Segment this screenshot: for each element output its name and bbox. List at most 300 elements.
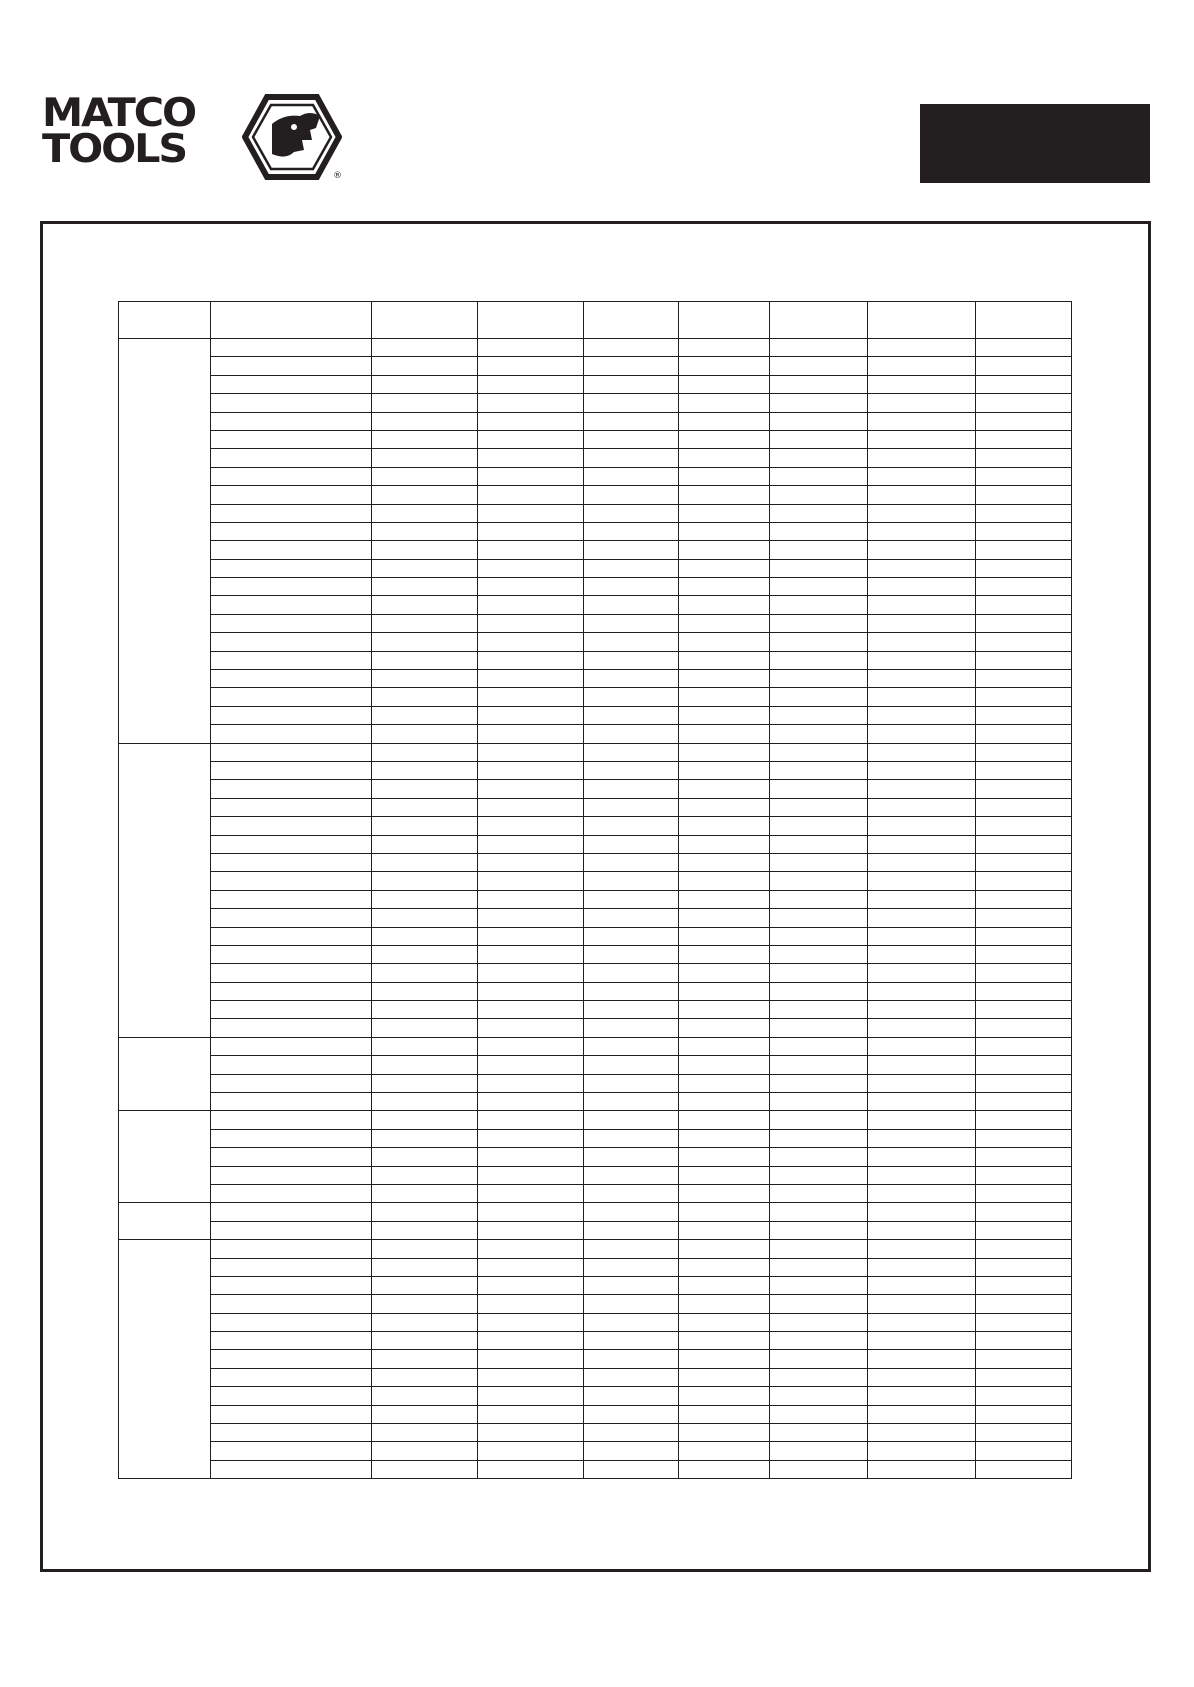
table-cell [478, 761, 584, 779]
table-row [119, 1111, 1072, 1129]
table-cell [679, 853, 770, 871]
table-cell [770, 1166, 868, 1184]
table-cell [770, 394, 868, 412]
table-row [119, 1460, 1072, 1478]
table-row [119, 651, 1072, 669]
table-cell [679, 1332, 770, 1350]
table-row [119, 1368, 1072, 1386]
table-cell [976, 743, 1072, 761]
table-cell [868, 1295, 976, 1313]
table-cell [679, 743, 770, 761]
table-cell [679, 375, 770, 393]
table-cell [372, 688, 478, 706]
table-cell [211, 670, 372, 688]
table-cell [868, 725, 976, 743]
group-label-cell [119, 1111, 211, 1203]
table-cell [478, 853, 584, 871]
table-cell [770, 1460, 868, 1478]
table-cell [868, 1037, 976, 1055]
table-cell [868, 1056, 976, 1074]
table-cell [584, 1221, 679, 1239]
table-cell [679, 578, 770, 596]
table-cell [584, 651, 679, 669]
table-cell [770, 1368, 868, 1386]
table-cell [868, 1350, 976, 1368]
table-cell [584, 817, 679, 835]
table-cell [679, 449, 770, 467]
table-cell [478, 890, 584, 908]
table-cell [211, 467, 372, 485]
table-cell [211, 1148, 372, 1166]
table-cell [868, 651, 976, 669]
table-cell [976, 1424, 1072, 1442]
table-cell [584, 339, 679, 357]
table-cell [584, 375, 679, 393]
table-cell [679, 1037, 770, 1055]
table-cell [372, 357, 478, 375]
table-cell [478, 1258, 584, 1276]
table-cell [211, 927, 372, 945]
table-cell [372, 486, 478, 504]
table-row [119, 467, 1072, 485]
table-row [119, 596, 1072, 614]
table-cell [372, 670, 478, 688]
table-cell [770, 890, 868, 908]
table-cell [478, 1056, 584, 1074]
header-black-box [920, 104, 1150, 183]
table-row [119, 835, 1072, 853]
table-cell [584, 688, 679, 706]
table-cell [211, 835, 372, 853]
table-cell [372, 817, 478, 835]
table-cell [372, 1203, 478, 1221]
table-cell [770, 486, 868, 504]
table-cell [976, 430, 1072, 448]
table-cell [372, 1258, 478, 1276]
table-cell [868, 1093, 976, 1111]
table-cell [211, 1295, 372, 1313]
table-cell [868, 614, 976, 632]
table-row [119, 559, 1072, 577]
table-cell [976, 1001, 1072, 1019]
table-cell [679, 1368, 770, 1386]
table-row [119, 1037, 1072, 1055]
table-cell [584, 1203, 679, 1221]
table-cell [770, 651, 868, 669]
table-cell [584, 1442, 679, 1460]
table-cell [211, 1368, 372, 1386]
table-cell [584, 706, 679, 724]
table-cell [868, 522, 976, 540]
table-cell [584, 1258, 679, 1276]
table-cell [770, 357, 868, 375]
table-row [119, 1184, 1072, 1202]
table-cell [868, 964, 976, 982]
table-cell [584, 1148, 679, 1166]
table-cell [211, 357, 372, 375]
table-row [119, 1001, 1072, 1019]
table-cell [770, 1295, 868, 1313]
table-row [119, 1387, 1072, 1405]
table-cell [584, 633, 679, 651]
table-cell [211, 412, 372, 430]
table-cell [976, 522, 1072, 540]
table-cell [372, 853, 478, 871]
table-cell [372, 1093, 478, 1111]
table-cell [584, 1074, 679, 1092]
table-cell [584, 872, 679, 890]
group-label-cell [119, 743, 211, 1037]
table-cell [372, 909, 478, 927]
table-cell [372, 1111, 478, 1129]
table-cell [868, 375, 976, 393]
table-cell [770, 1111, 868, 1129]
table-cell [868, 633, 976, 651]
table-cell [584, 467, 679, 485]
table-cell [868, 1368, 976, 1386]
table-cell [372, 1332, 478, 1350]
table-row [119, 357, 1072, 375]
table-cell [211, 982, 372, 1000]
table-cell [372, 375, 478, 393]
table-cell [478, 614, 584, 632]
table-cell [868, 1019, 976, 1037]
table-cell [770, 467, 868, 485]
table-cell [679, 964, 770, 982]
table-cell [976, 964, 1072, 982]
table-cell [211, 559, 372, 577]
table-cell [478, 1001, 584, 1019]
table-cell [584, 614, 679, 632]
table-row [119, 927, 1072, 945]
table-cell [478, 559, 584, 577]
table-cell [372, 1074, 478, 1092]
table-row [119, 1240, 1072, 1258]
table-cell [372, 725, 478, 743]
table-cell [679, 1460, 770, 1478]
table-cell [478, 1424, 584, 1442]
table-cell [868, 706, 976, 724]
table-cell [211, 1111, 372, 1129]
table-cell [584, 798, 679, 816]
table-cell [679, 706, 770, 724]
table-cell [868, 578, 976, 596]
table-cell [770, 725, 868, 743]
table-cell [211, 1184, 372, 1202]
table-cell [679, 761, 770, 779]
table-cell [976, 394, 1072, 412]
table-cell [868, 1332, 976, 1350]
table-cell [976, 504, 1072, 522]
table-cell [372, 1148, 478, 1166]
table-cell [770, 964, 868, 982]
table-cell [679, 670, 770, 688]
table-cell [976, 1056, 1072, 1074]
table-row [119, 339, 1072, 357]
table-cell [584, 486, 679, 504]
table-row [119, 1424, 1072, 1442]
table-cell [584, 982, 679, 1000]
table-cell [372, 1037, 478, 1055]
table-cell [478, 486, 584, 504]
table-cell [211, 1313, 372, 1331]
table-cell [679, 982, 770, 1000]
table-cell [976, 761, 1072, 779]
table-cell [976, 1111, 1072, 1129]
table-cell [584, 412, 679, 430]
table-cell [868, 412, 976, 430]
table-cell [211, 1074, 372, 1092]
table-cell [211, 743, 372, 761]
table-cell [868, 559, 976, 577]
table-cell [372, 890, 478, 908]
table-cell [478, 1460, 584, 1478]
table-cell [584, 559, 679, 577]
table-cell [679, 541, 770, 559]
table-cell [868, 761, 976, 779]
table-cell [976, 835, 1072, 853]
table-cell [770, 578, 868, 596]
table-cell [770, 1037, 868, 1055]
table-row [119, 688, 1072, 706]
table-cell [478, 743, 584, 761]
table-cell [372, 1129, 478, 1147]
table-cell [976, 798, 1072, 816]
matco-tools-logo [42, 91, 342, 180]
table-cell [679, 798, 770, 816]
logo-line-2: TOOLS [42, 127, 187, 172]
table-cell [211, 1129, 372, 1147]
table-cell [679, 1203, 770, 1221]
table-cell [478, 780, 584, 798]
table-row [119, 1350, 1072, 1368]
table-cell [478, 449, 584, 467]
table-cell [584, 743, 679, 761]
table-cell [770, 927, 868, 945]
table-cell [976, 1442, 1072, 1460]
table-cell [584, 1019, 679, 1037]
table-cell [976, 1460, 1072, 1478]
table-cell [372, 798, 478, 816]
table-cell [976, 1240, 1072, 1258]
table-cell [679, 780, 770, 798]
table-cell [584, 1037, 679, 1055]
table-cell [770, 1313, 868, 1331]
table-cell [976, 945, 1072, 963]
table-cell [372, 339, 478, 357]
table-cell [770, 688, 868, 706]
table-cell [770, 449, 868, 467]
table-cell [478, 1313, 584, 1331]
table-cell [976, 1350, 1072, 1368]
table-cell [211, 1442, 372, 1460]
table-cell [584, 541, 679, 559]
table-cell [976, 559, 1072, 577]
table-cell [372, 430, 478, 448]
table-cell [868, 1148, 976, 1166]
table-cell [211, 1203, 372, 1221]
table-cell [211, 1332, 372, 1350]
table-cell [868, 670, 976, 688]
table-cell [584, 1313, 679, 1331]
logo-wordmark [42, 91, 242, 178]
table-cell [770, 1203, 868, 1221]
table-cell [478, 504, 584, 522]
table-cell [372, 1240, 478, 1258]
table-cell [679, 614, 770, 632]
table-cell [976, 339, 1072, 357]
table-cell [584, 578, 679, 596]
table-cell [679, 1056, 770, 1074]
table-row [119, 1166, 1072, 1184]
table-cell [868, 1442, 976, 1460]
table-cell [976, 633, 1072, 651]
table-cell [584, 1424, 679, 1442]
table-cell [868, 1405, 976, 1423]
table-cell [584, 449, 679, 467]
table-cell [976, 1368, 1072, 1386]
table-cell [478, 725, 584, 743]
table-row [119, 909, 1072, 927]
table-cell [478, 1350, 584, 1368]
table-cell [372, 394, 478, 412]
table-cell [372, 1442, 478, 1460]
table-cell [868, 1424, 976, 1442]
table-cell [976, 1074, 1072, 1092]
table-cell [679, 412, 770, 430]
table-cell [679, 890, 770, 908]
table-cell [770, 817, 868, 835]
header-cell [478, 302, 584, 339]
header-cell [211, 302, 372, 339]
table-row [119, 1148, 1072, 1166]
table-cell [770, 633, 868, 651]
specification-grid [118, 301, 1072, 1479]
table-cell [584, 394, 679, 412]
table-cell [770, 1442, 868, 1460]
table-cell [478, 1240, 584, 1258]
table-cell [584, 1295, 679, 1313]
table-cell [584, 1166, 679, 1184]
table-cell [211, 449, 372, 467]
table-cell [372, 872, 478, 890]
table-row [119, 1221, 1072, 1239]
table-cell [868, 1184, 976, 1202]
table-cell [770, 1332, 868, 1350]
table-cell [372, 633, 478, 651]
table-row [119, 1056, 1072, 1074]
table-cell [584, 1240, 679, 1258]
table-cell [211, 522, 372, 540]
table-cell [478, 1037, 584, 1055]
table-row [119, 522, 1072, 540]
table-cell [770, 522, 868, 540]
table-cell [372, 1056, 478, 1074]
table-row [119, 412, 1072, 430]
table-cell [679, 1166, 770, 1184]
table-cell [372, 1019, 478, 1037]
table-cell [868, 909, 976, 927]
table-cell [976, 614, 1072, 632]
table-cell [478, 1221, 584, 1239]
table-cell [584, 1405, 679, 1423]
table-cell [211, 486, 372, 504]
header-cell [119, 302, 211, 339]
table-cell [372, 1295, 478, 1313]
table-cell [679, 651, 770, 669]
table-cell [976, 651, 1072, 669]
table-cell [770, 1129, 868, 1147]
table-cell [211, 817, 372, 835]
table-row [119, 872, 1072, 890]
table-cell [584, 596, 679, 614]
table-cell [976, 357, 1072, 375]
table-row [119, 633, 1072, 651]
table-cell [211, 1093, 372, 1111]
table-row [119, 798, 1072, 816]
header-cell [372, 302, 478, 339]
table-cell [679, 394, 770, 412]
table-cell [372, 1368, 478, 1386]
table-cell [211, 375, 372, 393]
table-row [119, 890, 1072, 908]
table-cell [679, 1221, 770, 1239]
table-row [119, 1074, 1072, 1092]
table-cell [679, 1295, 770, 1313]
table-cell [584, 780, 679, 798]
table-cell [770, 1074, 868, 1092]
table-cell [976, 1332, 1072, 1350]
table-cell [211, 706, 372, 724]
header-cell [868, 302, 976, 339]
table-row [119, 761, 1072, 779]
table-cell [868, 798, 976, 816]
table-row [119, 614, 1072, 632]
table-cell [868, 1203, 976, 1221]
table-cell [372, 780, 478, 798]
table-row [119, 1258, 1072, 1276]
table-cell [211, 1350, 372, 1368]
logo-line-1: MATCO [42, 91, 196, 136]
table-cell [478, 1332, 584, 1350]
table-cell [976, 1037, 1072, 1055]
table-row [119, 541, 1072, 559]
table-cell [976, 1258, 1072, 1276]
header-row [119, 302, 1072, 339]
table-cell [679, 688, 770, 706]
table-cell [770, 835, 868, 853]
table-cell [478, 872, 584, 890]
header-cell [679, 302, 770, 339]
table-cell [478, 375, 584, 393]
table-cell [976, 670, 1072, 688]
table-cell [211, 761, 372, 779]
table-row [119, 982, 1072, 1000]
table-cell [976, 467, 1072, 485]
table-cell [868, 688, 976, 706]
table-cell [478, 927, 584, 945]
table-cell [478, 1129, 584, 1147]
header-cell [584, 302, 679, 339]
table-cell [770, 1258, 868, 1276]
table-cell [584, 909, 679, 927]
table-cell [679, 1093, 770, 1111]
table-cell [584, 1129, 679, 1147]
table-cell [211, 1037, 372, 1055]
table-cell [976, 872, 1072, 890]
hexagon-emblem-icon [242, 94, 342, 180]
table-cell [478, 1184, 584, 1202]
